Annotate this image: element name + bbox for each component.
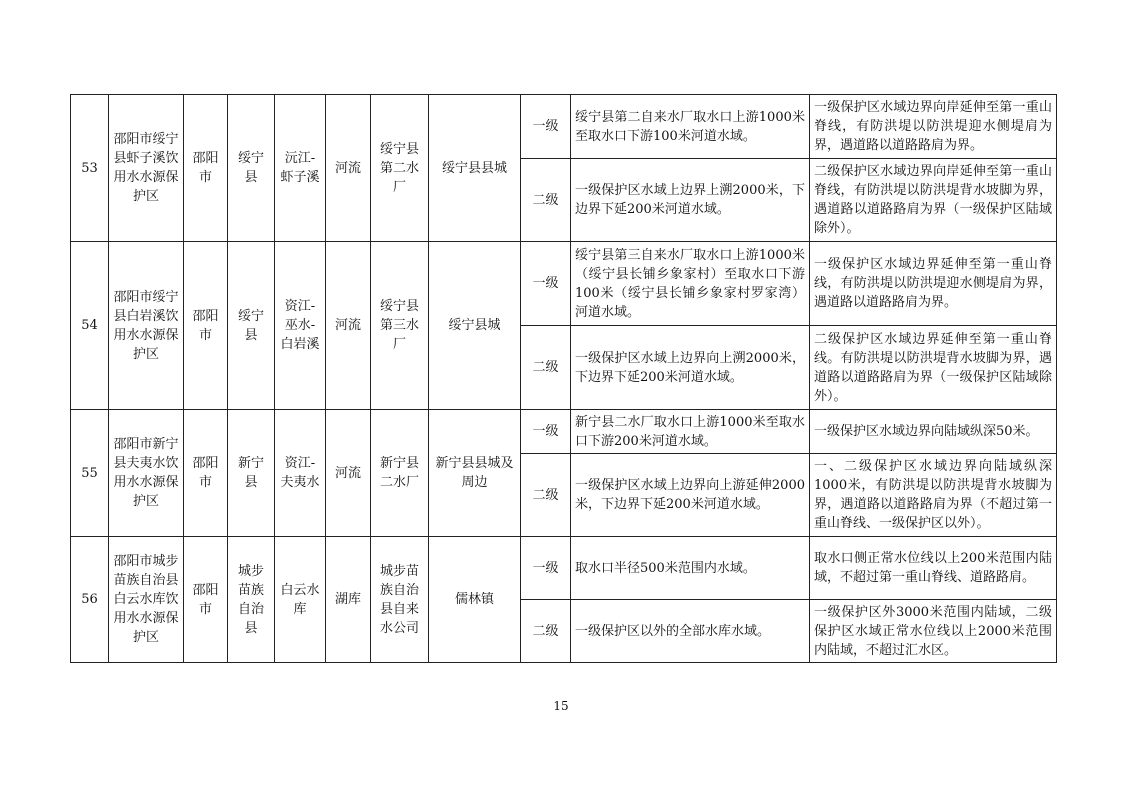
grade-level-cell: 一级 bbox=[521, 242, 571, 326]
water-body-cell: 沅江-虾子溪 bbox=[275, 95, 326, 242]
county-cell: 绥宁县 bbox=[228, 242, 275, 410]
protection-area-name-cell: 邵阳市城步苗族自治县白云水库饮用水水源保护区 bbox=[109, 537, 184, 663]
land-area-scope-cell: 二级保护区水域边界向岸延伸至第一重山脊线，有防洪堤以防洪堤背水坡脚为界，遇道路以道路路肩为界（一级保护区陆域除外）。 bbox=[810, 159, 1057, 242]
service-area-cell: 绥宁县县城 bbox=[429, 95, 521, 242]
land-area-scope-cell: 取水口侧正常水位线以上200米范围内陆域，不超过第一重山脊线、道路路肩。 bbox=[810, 537, 1057, 600]
source-type-cell: 河流 bbox=[326, 242, 371, 410]
table-row bbox=[71, 410, 1057, 454]
grade-level-cell: 二级 bbox=[521, 600, 571, 663]
city-cell: 邵阳市 bbox=[184, 242, 228, 410]
grade-level-cell: 二级 bbox=[521, 454, 571, 537]
water-area-scope-cell: 一级保护区以外的全部水库水域。 bbox=[571, 600, 810, 663]
serial-number-cell: 56 bbox=[71, 537, 109, 663]
water-body-cell: 资江-夫夷水 bbox=[275, 410, 326, 537]
water-area-scope-cell: 绥宁县第二自来水厂取水口上游1000米至取水口下游100米河道水域。 bbox=[571, 95, 810, 159]
intake-cell: 新宁县二水厂 bbox=[371, 410, 429, 537]
land-area-scope-cell: 一级保护区水域边界向岸延伸至第一重山脊线，有防洪堤以防洪堤迎水侧堤肩为界，遇道路以道路路肩为界。 bbox=[810, 95, 1057, 159]
grade-level-cell: 一级 bbox=[521, 410, 571, 454]
intake-cell: 绥宁县第三水厂 bbox=[371, 242, 429, 410]
water-area-scope-cell: 一级保护区水域上边界向上溯2000米，下边界下延200米河道水域。 bbox=[571, 326, 810, 410]
land-area-scope-cell: 一级保护区水域边界向陆域纵深50米。 bbox=[810, 410, 1057, 454]
land-area-scope-cell: 一级保护区外3000米范围内陆域，二级保护区水域正常水位线以上2000米范围内陆域，不超过汇水区。 bbox=[810, 600, 1057, 663]
water-area-scope-cell: 新宁县二水厂取水口上游1000米至取水口下游200米河道水域。 bbox=[571, 410, 810, 454]
service-area-cell: 新宁县县城及周边 bbox=[429, 410, 521, 537]
city-cell: 邵阳市 bbox=[184, 95, 228, 242]
protection-zone-table bbox=[70, 94, 1057, 663]
grade-level-cell: 一级 bbox=[521, 95, 571, 159]
source-type-cell: 河流 bbox=[326, 95, 371, 242]
water-body-cell: 资江-巫水-白岩溪 bbox=[275, 242, 326, 410]
table-row bbox=[71, 242, 1057, 326]
service-area-cell: 儒林镇 bbox=[429, 537, 521, 663]
page-number: 15 bbox=[553, 699, 569, 713]
protection-area-name-cell: 邵阳市绥宁县虾子溪饮用水水源保护区 bbox=[109, 95, 184, 242]
city-cell: 邵阳市 bbox=[184, 410, 228, 537]
table-row bbox=[71, 95, 1057, 159]
land-area-scope-cell: 一、二级保护区水域边界向陆域纵深1000米，有防洪堤以防洪堤背水坡脚为界，遇道路以道路路肩为界（不超过第一重山脊线、一级保护区以外）。 bbox=[810, 454, 1057, 537]
source-type-cell: 河流 bbox=[326, 410, 371, 537]
land-area-scope-cell: 一级保护区水域边界延伸至第一重山脊线，有防洪堤以防洪堤迎水侧堤肩为界，遇道路以道路路肩为界。 bbox=[810, 242, 1057, 326]
water-area-scope-cell: 一级保护区水域上边界向上游延伸2000米，下边界下延200米河道水域。 bbox=[571, 454, 810, 537]
grade-level-cell: 二级 bbox=[521, 159, 571, 242]
serial-number-cell: 54 bbox=[71, 242, 109, 410]
land-area-scope-cell: 二级保护区水域边界延伸至第一重山脊线。有防洪堤以防洪堤背水坡脚为界，遇道路以道路路肩为界（一级保护区陆域除外）。 bbox=[810, 326, 1057, 410]
table-row bbox=[71, 537, 1057, 600]
county-cell: 新宁县 bbox=[228, 410, 275, 537]
water-body-cell: 白云水库 bbox=[275, 537, 326, 663]
water-area-scope-cell: 取水口半径500米范围内水域。 bbox=[571, 537, 810, 600]
city-cell: 邵阳市 bbox=[184, 537, 228, 663]
intake-cell: 城步苗族自治县自来水公司 bbox=[371, 537, 429, 663]
water-area-scope-cell: 绥宁县第三自来水厂取水口上游1000米（绥宁县长铺乡象家村）至取水口下游100米（绥宁县长铺乡象家村罗家湾）河道水域。 bbox=[571, 242, 810, 326]
service-area-cell: 绥宁县城 bbox=[429, 242, 521, 410]
county-cell: 城步苗族自治县 bbox=[228, 537, 275, 663]
serial-number-cell: 53 bbox=[71, 95, 109, 242]
protection-area-name-cell: 邵阳市绥宁县白岩溪饮用水水源保护区 bbox=[109, 242, 184, 410]
grade-level-cell: 一级 bbox=[521, 537, 571, 600]
county-cell: 绥宁县 bbox=[228, 95, 275, 242]
intake-cell: 绥宁县第二水厂 bbox=[371, 95, 429, 242]
water-area-scope-cell: 一级保护区水域上边界上溯2000米，下边界下延200米河道水域。 bbox=[571, 159, 810, 242]
source-type-cell: 湖库 bbox=[326, 537, 371, 663]
grade-level-cell: 二级 bbox=[521, 326, 571, 410]
protection-area-name-cell: 邵阳市新宁县夫夷水饮用水水源保护区 bbox=[109, 410, 184, 537]
serial-number-cell: 55 bbox=[71, 410, 109, 537]
